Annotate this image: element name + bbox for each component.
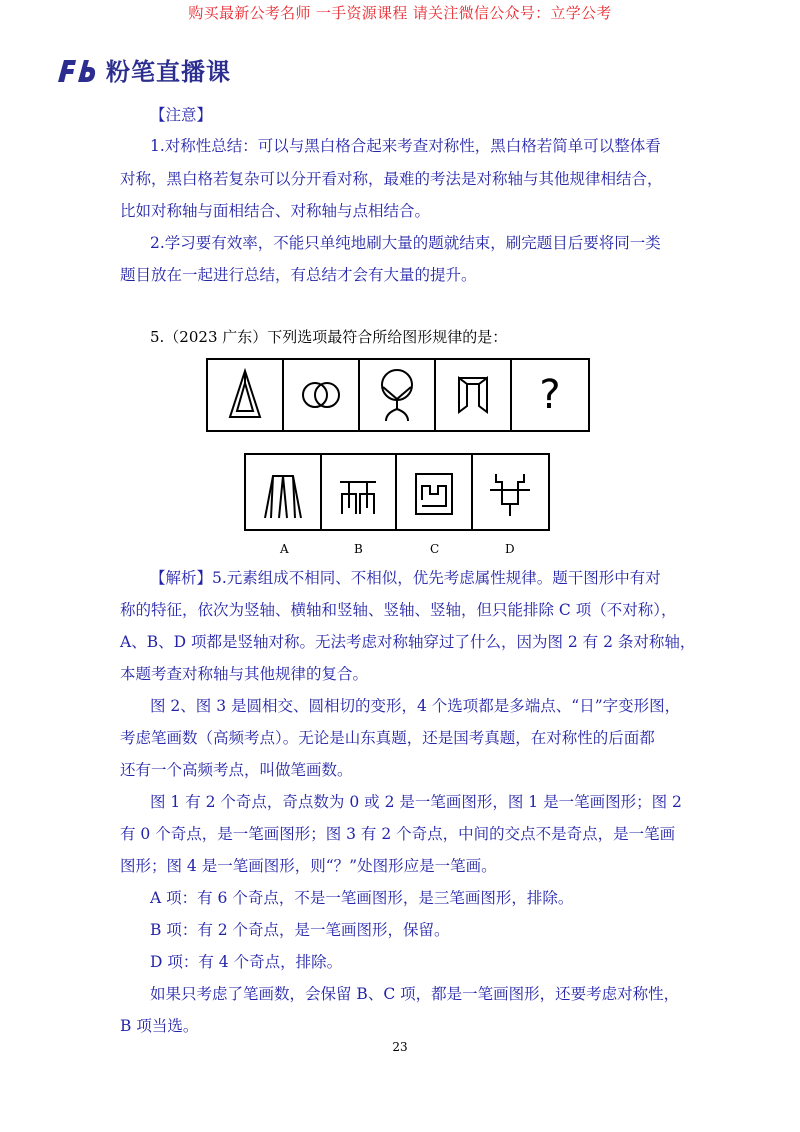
analysis-line-2: 称的特征，依次为竖轴、横轴和竖轴、竖轴、竖轴，但只能排除 C 项（不对称）， (120, 601, 677, 619)
option-d-figure (473, 455, 548, 529)
analysis-option-b: B 项：有 2 个奇点，是一笔画图形，保留。 (150, 921, 450, 939)
option-d-label: D (505, 542, 515, 556)
note-p2-line1: 2.学习要有效率，不能只单纯地刷大量的题就结束，刷完题目后要将同一类 (150, 234, 661, 252)
figure-5-question-mark: ? (539, 372, 561, 418)
analysis-line-3: A、B、D 项都是竖轴对称。无法考虑对称轴穿过了什么，因为图 2 有 2 条对称轴， (120, 633, 696, 651)
option-c-figure (397, 455, 473, 529)
watermark-banner: 购买最新公考名师 一手资源课程 请关注微信公众号：立学公考 (188, 4, 612, 22)
analysis-line-9: 有 0 个奇点，是一笔画图形；图 3 有 2 个奇点，中间的交点不是奇点，是一笔画 (120, 825, 676, 843)
analysis-line-1: 【解析】5.元素组成不相同、不相似，优先考虑属性规律。题干图形中有对 (150, 569, 661, 587)
note-title: 【注意】 (150, 106, 213, 124)
logo-text: 粉笔直播课 (106, 58, 231, 86)
analysis-line-7: 还有一个高频考点，叫做笔画数。 (120, 761, 353, 779)
page-number: 23 (392, 1040, 408, 1054)
figure-3-goblet (360, 360, 436, 430)
analysis-line-10: 图形；图 4 是一笔画图形，则“？”处图形应是一笔画。 (120, 857, 497, 875)
option-a-label: A (280, 542, 289, 556)
question-stem: 5.（2023 广东）下列选项最符合所给图形规律的是： (150, 328, 508, 346)
analysis-line-6: 考虑笔画数（高频考点）。无论是山东真题，还是国考真题，在对称性的后面都 (120, 729, 655, 747)
figure-1-triangle (208, 360, 284, 430)
note-p2-line2: 题目放在一起进行总结，有总结才会有大量的提升。 (120, 266, 477, 284)
option-b-figure (322, 455, 398, 529)
logo (56, 52, 231, 87)
note-p1-line3: 比如对称轴与面相结合、对称轴与点相结合。 (120, 202, 431, 220)
analysis-option-a: A 项：有 6 个奇点，不是一笔画图形，是三笔画图形，排除。 (150, 889, 574, 907)
analysis-line-conclusion-1: 如果只考虑了笔画数，会保留 B、C 项，都是一笔画图形，还要考虑对称性， (150, 985, 680, 1003)
fenbi-logo-icon (56, 56, 98, 84)
note-p1-line1: 1.对称性总结：可以与黑白格合起来考查对称性，黑白格若简单可以整体看 (150, 137, 661, 155)
figure-2-intersecting-circles (284, 360, 360, 430)
analysis-line-5: 图 2、图 3 是圆相交、圆相切的变形，4 个选项都是多端点、“日”字变形图， (150, 697, 681, 715)
analysis-line-conclusion-2: B 项当选。 (120, 1017, 199, 1035)
option-c-label: C (430, 542, 440, 556)
figure-4-bent-shape (436, 360, 512, 430)
analysis-option-d: D 项：有 4 个奇点，排除。 (150, 953, 343, 971)
question-figure-row (206, 358, 590, 432)
options-figure-row (244, 453, 550, 531)
analysis-line-8: 图 1 有 2 个奇点，奇点数为 0 或 2 是一笔画图形，图 1 是一笔画图形；图 2 (150, 793, 682, 811)
option-a-figure (246, 455, 322, 529)
analysis-line-4: 本题考查对称轴与其他规律的复合。 (120, 665, 369, 683)
option-b-label: B (354, 542, 363, 556)
note-p1-line2: 对称，黑白格若复杂可以分开看对称，最难的考法是对称轴与其他规律相结合， (120, 170, 663, 188)
